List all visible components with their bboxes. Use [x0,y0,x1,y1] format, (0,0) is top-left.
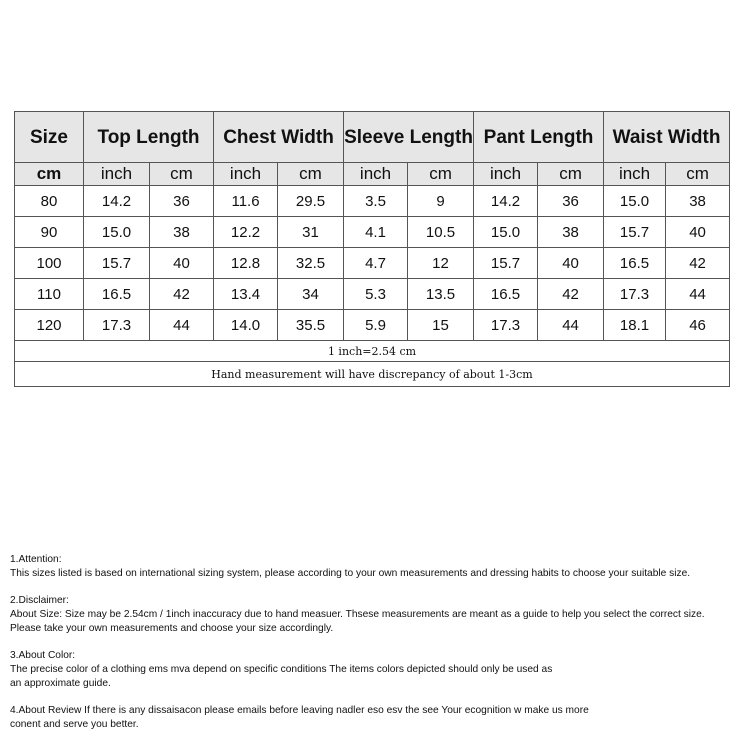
unit-waist-inch: inch [604,163,666,186]
note-attention [10,553,745,581]
cell-waist-cm: 42 [666,248,730,279]
cell-top-inch: 15.0 [84,217,150,248]
cell-top-cm: 36 [150,186,214,217]
note-line: an approximate guide. [10,678,111,689]
table-row [15,217,730,248]
note-line: This sizes listed is based on international sizing system, please according to your own measurements and dressing habits to choose your suitable size. [10,568,691,579]
cell-top-cm: 38 [150,217,214,248]
unit-top-inch: inch [84,163,150,186]
cell-waist-inch: 17.3 [604,279,666,310]
table-row [15,310,730,341]
cell-top-inch: 17.3 [84,310,150,341]
size-chart-table [14,111,730,387]
cell-waist-cm: 46 [666,310,730,341]
note-line: The precise color of a clothing ems mva depend on specific conditions The items colors depicted should only be used as [10,664,553,675]
cell-chest-inch: 13.4 [214,279,278,310]
cell-sleeve-inch: 4.7 [344,248,408,279]
cell-chest-cm: 35.5 [278,310,344,341]
unit-sleeve-cm: cm [408,163,474,186]
unit-pant-cm: cm [538,163,604,186]
cell-top-cm: 44 [150,310,214,341]
cell-waist-inch: 18.1 [604,310,666,341]
cell-pant-inch: 17.3 [474,310,538,341]
cell-waist-inch: 15.0 [604,186,666,217]
cell-sleeve-cm: 9 [408,186,474,217]
cell-sleeve-cm: 10.5 [408,217,474,248]
cell-waist-cm: 38 [666,186,730,217]
cell-pant-inch: 14.2 [474,186,538,217]
cell-chest-cm: 32.5 [278,248,344,279]
cell-size: 100 [15,248,84,279]
cell-size: 120 [15,310,84,341]
cell-pant-inch: 15.7 [474,248,538,279]
cell-pant-cm: 44 [538,310,604,341]
discrepancy-note: Hand measurement will have discrepancy of about 1-3cm [15,362,730,387]
header-waist-width: Waist Width [604,112,730,163]
cell-chest-inch: 12.8 [214,248,278,279]
cell-pant-cm: 40 [538,248,604,279]
note-line: conent and serve you better. [10,719,139,730]
unit-sleeve-inch: inch [344,163,408,186]
note-line: About Size: Size may be 2.54cm / 1inch inaccuracy due to hand measuer. Thsese measurements are meant as a guide to help you select the correct size. [10,609,705,620]
cell-size: 90 [15,217,84,248]
note-title: 1.Attention: [10,554,62,565]
cell-size: 80 [15,186,84,217]
header-size: Size [15,112,84,163]
header-row [15,112,730,163]
cell-chest-cm: 29.5 [278,186,344,217]
note-about-review [10,704,745,732]
conversion-note: 1 inch=2.54 cm [15,341,730,362]
cell-waist-cm: 44 [666,279,730,310]
cell-chest-cm: 34 [278,279,344,310]
cell-top-cm: 40 [150,248,214,279]
cell-sleeve-inch: 3.5 [344,186,408,217]
units-row [15,163,730,186]
cell-chest-inch: 11.6 [214,186,278,217]
unit-pant-inch: inch [474,163,538,186]
cell-waist-inch: 15.7 [604,217,666,248]
header-top-length: Top Length [84,112,214,163]
note-line: 4.About Review If there is any dissaisacon please emails before leaving nadler eso esv the see Your ecognition w make us more [10,705,589,716]
unit-chest-inch: inch [214,163,278,186]
cell-top-inch: 16.5 [84,279,150,310]
cell-pant-cm: 36 [538,186,604,217]
discrepancy-note-row [15,362,730,387]
header-chest-width: Chest Width [214,112,344,163]
cell-pant-cm: 38 [538,217,604,248]
notes-section [10,553,745,745]
cell-chest-inch: 14.0 [214,310,278,341]
cell-pant-inch: 15.0 [474,217,538,248]
cell-sleeve-inch: 5.3 [344,279,408,310]
cell-sleeve-inch: 4.1 [344,217,408,248]
table-row [15,279,730,310]
cell-sleeve-inch: 5.9 [344,310,408,341]
cell-chest-cm: 31 [278,217,344,248]
cell-waist-cm: 40 [666,217,730,248]
note-about-color [10,649,745,691]
cell-pant-inch: 16.5 [474,279,538,310]
cell-pant-cm: 42 [538,279,604,310]
note-title: 2.Disclaimer: [10,595,69,606]
table-row [15,248,730,279]
cell-sleeve-cm: 12 [408,248,474,279]
cell-sleeve-cm: 13.5 [408,279,474,310]
cell-top-cm: 42 [150,279,214,310]
cell-size: 110 [15,279,84,310]
table-row [15,186,730,217]
unit-size-cm: cm [15,163,84,186]
cell-chest-inch: 12.2 [214,217,278,248]
header-sleeve-length: Sleeve Length [344,112,474,163]
unit-top-cm: cm [150,163,214,186]
cell-sleeve-cm: 15 [408,310,474,341]
header-pant-length: Pant Length [474,112,604,163]
cell-top-inch: 14.2 [84,186,150,217]
cell-top-inch: 15.7 [84,248,150,279]
cell-waist-inch: 16.5 [604,248,666,279]
note-disclaimer [10,594,745,636]
conversion-note-row [15,341,730,362]
unit-waist-cm: cm [666,163,730,186]
unit-chest-cm: cm [278,163,344,186]
note-line: Please take your own measurements and choose your size accordingly. [10,623,334,634]
note-title: 3.About Color: [10,650,76,661]
